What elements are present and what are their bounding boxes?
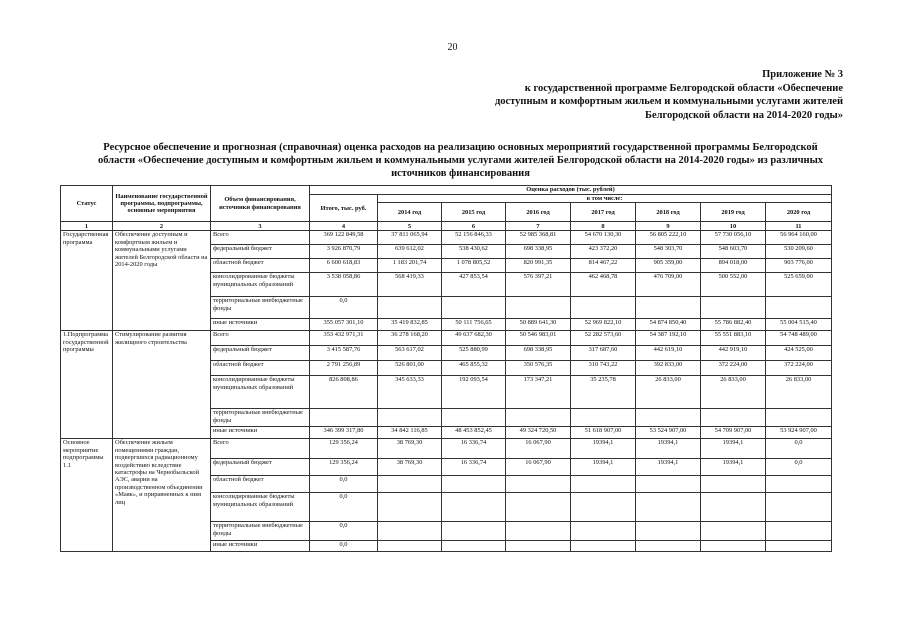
year-value: 19394,1	[701, 439, 766, 459]
table-row	[61, 331, 832, 346]
year-value	[571, 297, 636, 319]
table-row	[61, 231, 832, 245]
year-value: 54 709 907,00	[701, 427, 766, 439]
year-value: 894 018,00	[701, 259, 766, 273]
year-value: 427 853,54	[442, 273, 506, 297]
year-value: 16 336,74	[442, 459, 506, 476]
year-value: 38 769,30	[378, 459, 442, 476]
total-value: 0,0	[310, 476, 378, 493]
year-value: 698 338,95	[506, 346, 571, 361]
header-status: Статус	[61, 186, 113, 222]
year-value: 26 833,00	[636, 376, 701, 409]
header-including: в том числе:	[378, 195, 832, 203]
funding-source: Всего	[211, 231, 310, 245]
year-value: 526 801,00	[378, 361, 442, 376]
year-value: 36 278 168,20	[378, 331, 442, 346]
year-value: 16 336,74	[442, 439, 506, 459]
year-value: 16 067,90	[506, 439, 571, 459]
year-value	[701, 297, 766, 319]
year-value	[571, 522, 636, 541]
year-value: 0,0	[766, 459, 832, 476]
funding-source: иные источники	[211, 541, 310, 552]
funding-source: консолидированные бюджеты муниципальных образований	[211, 376, 310, 409]
year-value: 49 324 720,50	[506, 427, 571, 439]
year-value	[636, 297, 701, 319]
column-index: 10	[701, 222, 766, 231]
header-source: Объем финансирования, источники финансирования	[211, 186, 310, 222]
year-value: 1 078 805,52	[442, 259, 506, 273]
column-index: 2	[113, 222, 211, 231]
year-value: 576 397,21	[506, 273, 571, 297]
column-index: 3	[211, 222, 310, 231]
title-line-2: области «Обеспечение доступным и комфортным жильем и коммунальными услугами жителей Белгородской области на 2014-2020 годы» из различных	[97, 155, 824, 166]
year-value	[506, 522, 571, 541]
year-value: 548 303,70	[636, 245, 701, 259]
year-value	[506, 297, 571, 319]
year-value	[378, 541, 442, 552]
total-value: 3 926 870,79	[310, 245, 378, 259]
total-value	[310, 409, 378, 427]
table-row	[61, 439, 832, 459]
column-index: 7	[506, 222, 571, 231]
year-value: 538 430,62	[442, 245, 506, 259]
total-value: 6 600 618,83	[310, 259, 378, 273]
year-value	[506, 476, 571, 493]
column-index: 4	[310, 222, 378, 231]
funding-source: Всего	[211, 439, 310, 459]
year-value: 55 786 882,40	[701, 319, 766, 331]
year-value: 639 612,02	[378, 245, 442, 259]
row-status: 1.Подпрограмма государственной программы	[61, 331, 113, 439]
year-value: 54 387 192,10	[636, 331, 701, 346]
funding-source: федеральный бюджет	[211, 245, 310, 259]
funding-source: областной бюджет	[211, 259, 310, 273]
year-value: 52 156 846,33	[442, 231, 506, 245]
year-value: 814 467,22	[571, 259, 636, 273]
header-total: Итого, тыс. руб.	[310, 195, 378, 222]
year-value	[442, 297, 506, 319]
year-value: 500 552,00	[701, 273, 766, 297]
total-value: 0,0	[310, 297, 378, 319]
year-value: 38 769,30	[378, 439, 442, 459]
appendix-line-3: доступным и комфортным жильем и коммунальными услугами жителей	[494, 96, 843, 107]
row-name: Стимулирование развития жилищного строительства	[113, 331, 211, 439]
year-value: 19394,1	[571, 439, 636, 459]
year-value	[701, 409, 766, 427]
year-value: 442 919,10	[701, 346, 766, 361]
total-value: 129 356,24	[310, 459, 378, 476]
year-value: 820 991,35	[506, 259, 571, 273]
year-value	[766, 476, 832, 493]
year-value: 525 659,00	[766, 273, 832, 297]
appendix-header	[423, 68, 843, 122]
total-value: 353 432 971,31	[310, 331, 378, 346]
year-value: 173 347,21	[506, 376, 571, 409]
year-value	[571, 541, 636, 552]
year-value: 53 924 907,00	[766, 427, 832, 439]
funding-source: консолидированные бюджеты муниципальных образований	[211, 493, 310, 522]
year-value: 317 687,60	[571, 346, 636, 361]
page-number: 20	[447, 42, 458, 53]
total-value: 0,0	[310, 493, 378, 522]
total-value: 2 791 256,89	[310, 361, 378, 376]
funding-source: федеральный бюджет	[211, 346, 310, 361]
year-value	[442, 409, 506, 427]
year-value: 51 618 907,00	[571, 427, 636, 439]
header-year: 2018 год	[636, 203, 701, 222]
year-value: 35 419 832,85	[378, 319, 442, 331]
year-value: 442 619,10	[636, 346, 701, 361]
year-value	[442, 522, 506, 541]
resource-table	[60, 185, 832, 552]
year-value: 50 111 756,65	[442, 319, 506, 331]
year-value: 19394,1	[636, 439, 701, 459]
year-value	[766, 541, 832, 552]
column-index: 9	[636, 222, 701, 231]
year-value	[378, 476, 442, 493]
year-value: 568 419,33	[378, 273, 442, 297]
year-value: 54 748 489,00	[766, 331, 832, 346]
total-value: 346 399 317,80	[310, 427, 378, 439]
column-index: 8	[571, 222, 636, 231]
year-value	[701, 541, 766, 552]
year-value	[378, 522, 442, 541]
total-value: 0,0	[310, 541, 378, 552]
year-value: 345 633,33	[378, 376, 442, 409]
year-value: 52 282 573,60	[571, 331, 636, 346]
column-index: 6	[442, 222, 506, 231]
total-value: 0,0	[310, 522, 378, 541]
total-value: 3 415 587,76	[310, 346, 378, 361]
total-value: 369 122 849,58	[310, 231, 378, 245]
year-value: 49 637 682,30	[442, 331, 506, 346]
column-index: 5	[378, 222, 442, 231]
year-value: 698 338,95	[506, 245, 571, 259]
row-name: Обеспечение доступным и комфортным жильем и коммунальными услугами жителей Белгородской области на 2014-2020 годы	[113, 231, 211, 331]
year-value: 476 709,00	[636, 273, 701, 297]
funding-source: областной бюджет	[211, 361, 310, 376]
year-value	[766, 493, 832, 522]
year-value: 52 985 368,81	[506, 231, 571, 245]
year-value: 37 811 065,94	[378, 231, 442, 245]
year-value: 424 525,00	[766, 346, 832, 361]
total-value: 129 356,24	[310, 439, 378, 459]
year-value	[378, 409, 442, 427]
year-value: 54 670 130,30	[571, 231, 636, 245]
year-value: 54 874 850,40	[636, 319, 701, 331]
total-value: 826 808,86	[310, 376, 378, 409]
total-value: 355 057 301,10	[310, 319, 378, 331]
year-value: 462 468,78	[571, 273, 636, 297]
year-value: 423 372,20	[571, 245, 636, 259]
year-value: 903 776,00	[766, 259, 832, 273]
row-name: Обеспечение жильем помещениями граждан, подвергшихся радиационному воздействию вследствие катастрофы на Чернобыльской АЭС, аварии на производственном объединении «Маяк», и приравненных к ним лиц	[113, 439, 211, 552]
year-value: 192 093,54	[442, 376, 506, 409]
year-value	[636, 522, 701, 541]
year-value: 19394,1	[571, 459, 636, 476]
year-value: 563 617,02	[378, 346, 442, 361]
header-year: 2020 год	[766, 203, 832, 222]
year-value	[636, 493, 701, 522]
year-value: 392 833,00	[636, 361, 701, 376]
year-value	[506, 541, 571, 552]
year-value: 310 743,22	[571, 361, 636, 376]
appendix-line-4: Белгородской области на 2014-2020 годы»	[645, 109, 843, 121]
year-value	[766, 522, 832, 541]
year-value: 26 833,00	[766, 376, 832, 409]
funding-source: территориальные внебюджетные фонды	[211, 522, 310, 541]
funding-source: иные источники	[211, 319, 310, 331]
year-value: 57 730 056,10	[701, 231, 766, 245]
year-value: 0,0	[766, 439, 832, 459]
year-value: 19394,1	[701, 459, 766, 476]
year-value: 372 224,00	[701, 361, 766, 376]
appendix-line-1: Приложение № 3	[762, 69, 843, 80]
year-value: 48 453 852,45	[442, 427, 506, 439]
header-year: 2017 год	[571, 203, 636, 222]
title-line-1: Ресурсное обеспечение и прогнозная (справочная) оценка расходов на реализацию основных мероприятий государственной программы Белгородской	[103, 142, 818, 153]
year-value: 50 546 983,01	[506, 331, 571, 346]
year-value: 52 969 822,10	[571, 319, 636, 331]
year-value: 525 880,99	[442, 346, 506, 361]
year-value	[442, 541, 506, 552]
year-value: 34 842 116,85	[378, 427, 442, 439]
year-value: 465 855,32	[442, 361, 506, 376]
year-value	[636, 541, 701, 552]
year-value	[506, 409, 571, 427]
year-value: 35 235,78	[571, 376, 636, 409]
title-line-3: источников финансирования	[391, 168, 530, 179]
year-value: 26 833,00	[701, 376, 766, 409]
year-value	[442, 476, 506, 493]
year-value: 1 183 201,74	[378, 259, 442, 273]
header-estimate: Оценка расходов (тыс. рублей)	[310, 186, 832, 195]
year-value	[701, 493, 766, 522]
year-value: 350 576,35	[506, 361, 571, 376]
funding-source: территориальные внебюджетные фонды	[211, 297, 310, 319]
funding-source: федеральный бюджет	[211, 459, 310, 476]
header-name: Наименование государственной программы, подпрограммы, основные мероприятия	[113, 186, 211, 222]
year-value: 56 805 222,10	[636, 231, 701, 245]
year-value: 548 603,70	[701, 245, 766, 259]
funding-source: областной бюджет	[211, 476, 310, 493]
year-value: 372 224,00	[766, 361, 832, 376]
year-value	[636, 476, 701, 493]
column-index-row	[61, 222, 832, 231]
year-value	[506, 493, 571, 522]
appendix-line-2: к государственной программе Белгородской области «Обеспечение	[524, 82, 843, 94]
year-value	[701, 476, 766, 493]
year-value	[571, 476, 636, 493]
header-year: 2015 год	[442, 203, 506, 222]
year-value: 55 004 515,40	[766, 319, 832, 331]
year-value: 55 551 883,10	[701, 331, 766, 346]
year-value	[766, 409, 832, 427]
header-year: 2019 год	[701, 203, 766, 222]
year-value	[378, 297, 442, 319]
row-status: Основное мероприятие подпрограммы 1.1	[61, 439, 113, 552]
year-value	[571, 493, 636, 522]
document-title	[48, 141, 873, 180]
funding-source: консолидированные бюджеты муниципальных образований	[211, 273, 310, 297]
year-value	[701, 522, 766, 541]
year-value: 19394,1	[636, 459, 701, 476]
header-year: 2016 год	[506, 203, 571, 222]
year-value	[766, 297, 832, 319]
year-value: 56 964 160,00	[766, 231, 832, 245]
year-value	[636, 409, 701, 427]
funding-source: Всего	[211, 331, 310, 346]
column-index: 11	[766, 222, 832, 231]
funding-source: иные источники	[211, 427, 310, 439]
year-value: 530 209,60	[766, 245, 832, 259]
header-year: 2014 год	[378, 203, 442, 222]
year-value	[442, 493, 506, 522]
year-value: 50 889 641,30	[506, 319, 571, 331]
total-value: 3 538 058,86	[310, 273, 378, 297]
funding-source: территориальные внебюджетные фонды	[211, 409, 310, 427]
column-index: 1	[61, 222, 113, 231]
year-value: 16 067,90	[506, 459, 571, 476]
row-status: Государственная программа	[61, 231, 113, 331]
year-value	[378, 493, 442, 522]
year-value: 905 359,00	[636, 259, 701, 273]
year-value: 53 524 907,00	[636, 427, 701, 439]
year-value	[571, 409, 636, 427]
